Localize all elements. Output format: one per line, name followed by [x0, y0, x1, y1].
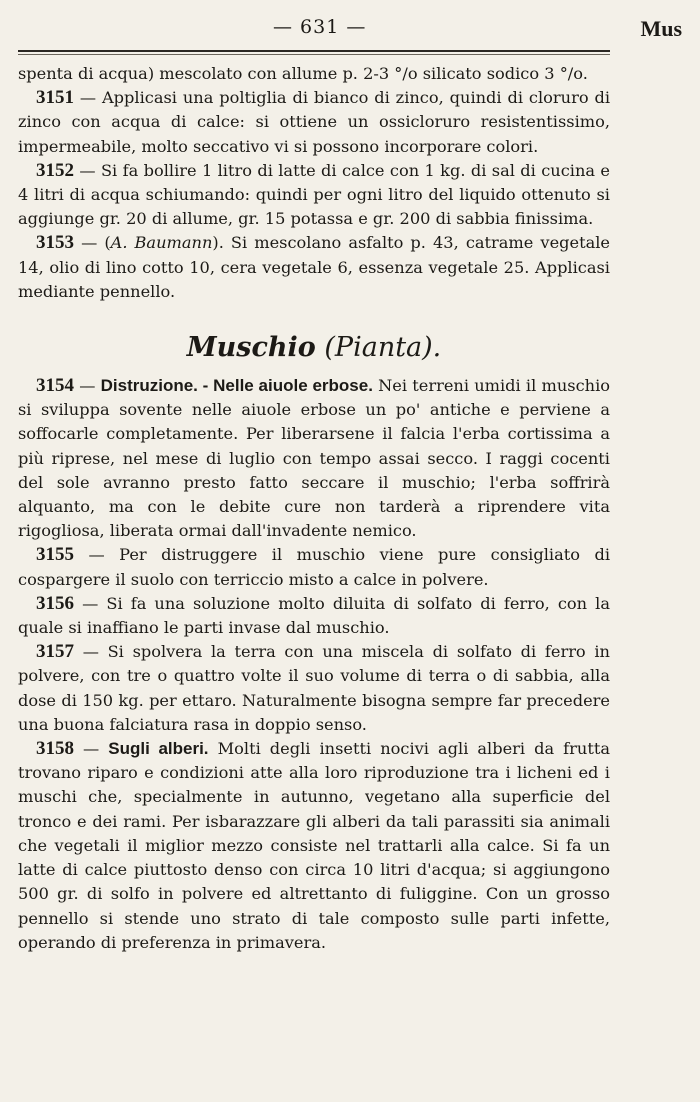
page-body [18, 62, 610, 955]
paragraph-3158 [18, 737, 610, 955]
paragraph-3156 [18, 592, 610, 640]
paragraph-3155 [18, 543, 610, 591]
section-title-sub: (Pianta). [315, 332, 442, 364]
paragraph-3157 [18, 640, 610, 737]
paragraph-text: — Si fa bollire 1 litro di latte di calce con 1 kg. di sal di cucina e 4 litri di acqua schiumando: quindi per ogni litro del liquido ottenuto si aggiunge gr. 20 di allume, gr. 15 potassa e gr. 200 di sabbia finissima. [18, 160, 610, 229]
recipe-number: 3158 [36, 738, 74, 760]
paragraph-text: — Si fa una soluzione molto diluita di solfato di ferro, con la quale si inaffiano le parti invase dal muschio. [18, 593, 610, 638]
subsection-heading: Sugli alberi. [108, 739, 209, 759]
paragraph-3152 [18, 159, 610, 232]
paragraph-text: ). Si mescolano asfalto p. 43, catrame vegetale 14, olio di lino cotto 10, cera vegetale 6, essenza vegetale 25. Applicasi mediante pennello. [18, 233, 610, 301]
dash: — [74, 739, 109, 759]
recipe-number: 3156 [36, 592, 74, 614]
paragraph-3153 [18, 231, 610, 304]
paragraph-3151 [18, 86, 610, 159]
section-title-main: Muschio [186, 332, 316, 364]
paragraph-text: Nei terreni umidi il muschio si sviluppa sovente nelle aiuole erbose un po' antiche e perviene a soffocarle completamente. Per liberarsene il falcia l'erba cortissima a più riprese, nel mese di luglio con tempo assai secco. I raggi cocenti del sole avranno presto fatto seccare il muschio; l'erba soffrirà alquanto, ma con le debite cure non tarderà a riprendere vita rigogliosa, liberata ormai dall'invadente nemico. [18, 376, 610, 541]
recipe-number: 3151 [36, 87, 74, 109]
recipe-number: 3153 [36, 232, 74, 254]
header-rule-thin [18, 54, 610, 55]
recipe-number: 3154 [36, 375, 74, 397]
recipe-number: 3155 [36, 544, 74, 566]
dash-paren: — ( [74, 233, 111, 253]
paragraph-text: Molti degli insetti nocivi agli alberi da frutta trovano riparo e condizioni atte alla loro riproduzione tra i licheni ed i muschi che, specialmente in autunno, vegetano alla superficie del tronco e dei rami. Per isbarazzare gli alberi da tali parassiti sia animali che vegetali il miglior mezzo consiste nel trattarli alla calce. Si fa un latte di calce piuttosto denso con circa 10 litri d'acqua; si aggiungono 500 gr. di solfo in polvere ed altrettanto di fuliggine. Con un grosso pennello si stende uno strato di tale composto sulle parti infette, operando di preferenza in primavera. [18, 739, 611, 952]
recipe-number: 3157 [36, 641, 74, 663]
paragraph-text: — Applicasi una poltiglia di bianco di zinco, quindi di cloruro di zinco con acqua di calce: si ottiene un ossicloruro resistentissimo, impermeabile, molto seccativo vi si possono incorporare colori. [18, 88, 610, 156]
running-head: Mus [640, 16, 682, 41]
subsection-heading: Distruzione. - Nelle aiuole erbose. [100, 376, 373, 396]
author-name: A. Baumann [110, 233, 213, 253]
paragraph-text: — Si spolvera la terra con una miscela di solfato di ferro in polvere, con tre o quattro volte il suo volume di terra o di sabbia, alla dose di 150 kg. per ettaro. Naturalmente bisogna sempre far precedere una buona falciatura rasa in doppio senso. [18, 642, 610, 734]
dash: — [74, 376, 101, 396]
header-rule [18, 50, 610, 52]
paragraph-text: — Per distruggere il muschio viene pure consigliato di cospargere il suolo con terriccio misto a calce in polvere. [18, 545, 610, 589]
paragraph-continuation [18, 62, 610, 86]
page-number: — 631 — [273, 16, 367, 38]
section-title [18, 332, 610, 364]
paragraph-text: spenta di acqua) mescolato con allume p. 2-3 °/o silicato sodico 3 °/o. [18, 64, 588, 83]
paragraph-3154 [18, 374, 610, 543]
recipe-number: 3152 [36, 159, 74, 181]
page-header [18, 14, 682, 48]
